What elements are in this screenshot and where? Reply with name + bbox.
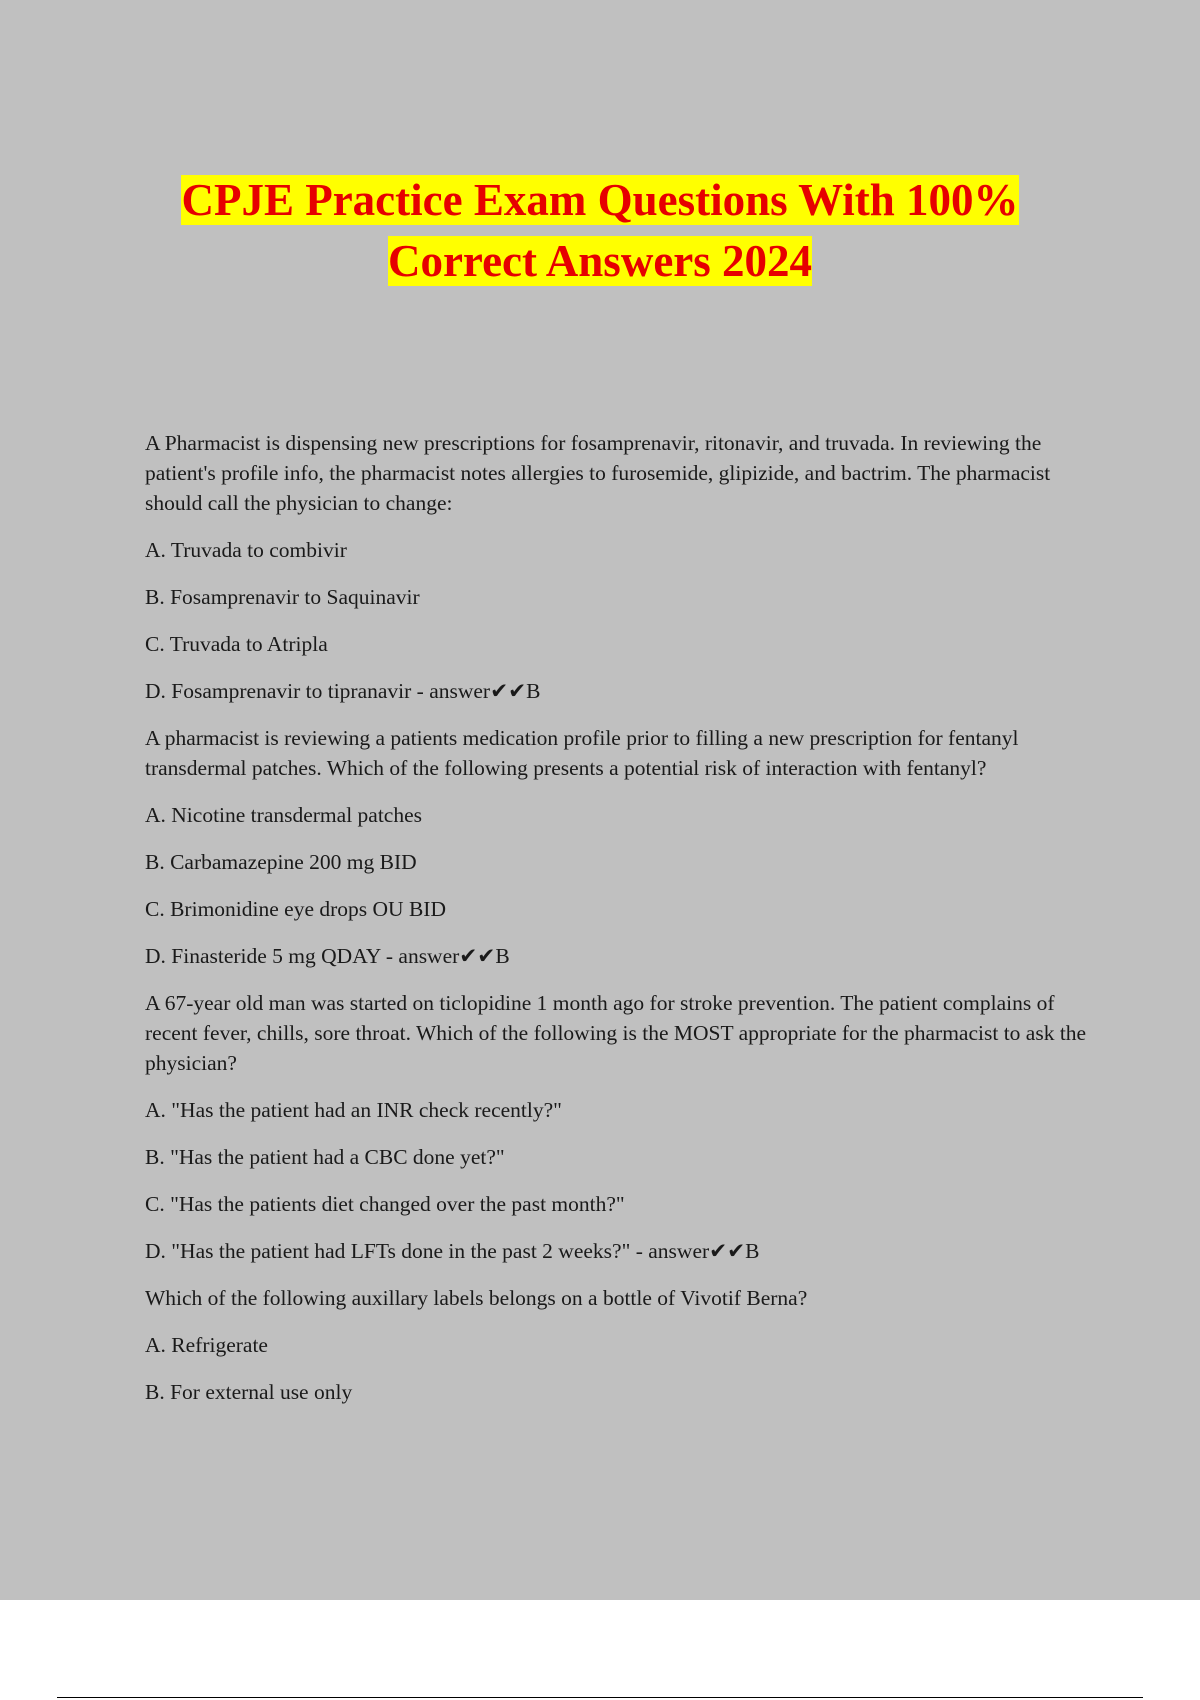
answer-option: D. Fosamprenavir to tipranavir - answer✔✔B xyxy=(145,679,541,703)
question-stem: A 67-year old man was started on ticlopidine 1 month ago for stroke prevention. The patient complains of recent fever, chills, sore throat. Which of the following is the MOST appropriate for the pharmacist to ask the physician? xyxy=(145,991,1087,1075)
answer-option: C. Truvada to Atripla xyxy=(145,632,328,656)
answer-option: A. "Has the patient had an INR check recently?" xyxy=(145,1098,562,1122)
answer-option: D. "Has the patient had LFTs done in the past 2 weeks?" - answer✔✔B xyxy=(145,1239,760,1263)
answer-option: B. Fosamprenavir to Saquinavir xyxy=(145,585,420,609)
document-title xyxy=(0,170,1200,292)
question-stem: A pharmacist is reviewing a patients medication profile prior to filling a new prescription for fentanyl transdermal patches. Which of the following presents a potential risk of interaction with fentanyl? xyxy=(145,726,1019,780)
answer-option: B. For external use only xyxy=(145,1380,353,1404)
question-stem: A Pharmacist is dispensing new prescriptions for fosamprenavir, ritonavir, and truvada. In reviewing the patient's profile info, the pharmacist notes allergies to furosemide, glipizide, and bactrim. The pharmacist should call the physician to change: xyxy=(145,431,1051,515)
answer-option: A. Refrigerate xyxy=(145,1333,268,1357)
question-list xyxy=(145,428,1090,1424)
title-line-1: CPJE Practice Exam Questions With 100% xyxy=(181,175,1019,225)
footer-divider xyxy=(57,1697,1143,1698)
answer-option: A. Nicotine transdermal patches xyxy=(145,803,423,827)
answer-option: B. Carbamazepine 200 mg BID xyxy=(145,850,417,874)
answer-option: D. Finasteride 5 mg QDAY - answer✔✔B xyxy=(145,944,510,968)
question-stem: Which of the following auxillary labels belongs on a bottle of Vivotif Berna? xyxy=(145,1286,808,1310)
answer-option: C. "Has the patients diet changed over the past month?" xyxy=(145,1192,625,1216)
answer-option: B. "Has the patient had a CBC done yet?" xyxy=(145,1145,505,1169)
title-line-2: Correct Answers 2024 xyxy=(387,236,813,286)
answer-option: C. Brimonidine eye drops OU BID xyxy=(145,897,446,921)
answer-option: A. Truvada to combivir xyxy=(145,538,347,562)
